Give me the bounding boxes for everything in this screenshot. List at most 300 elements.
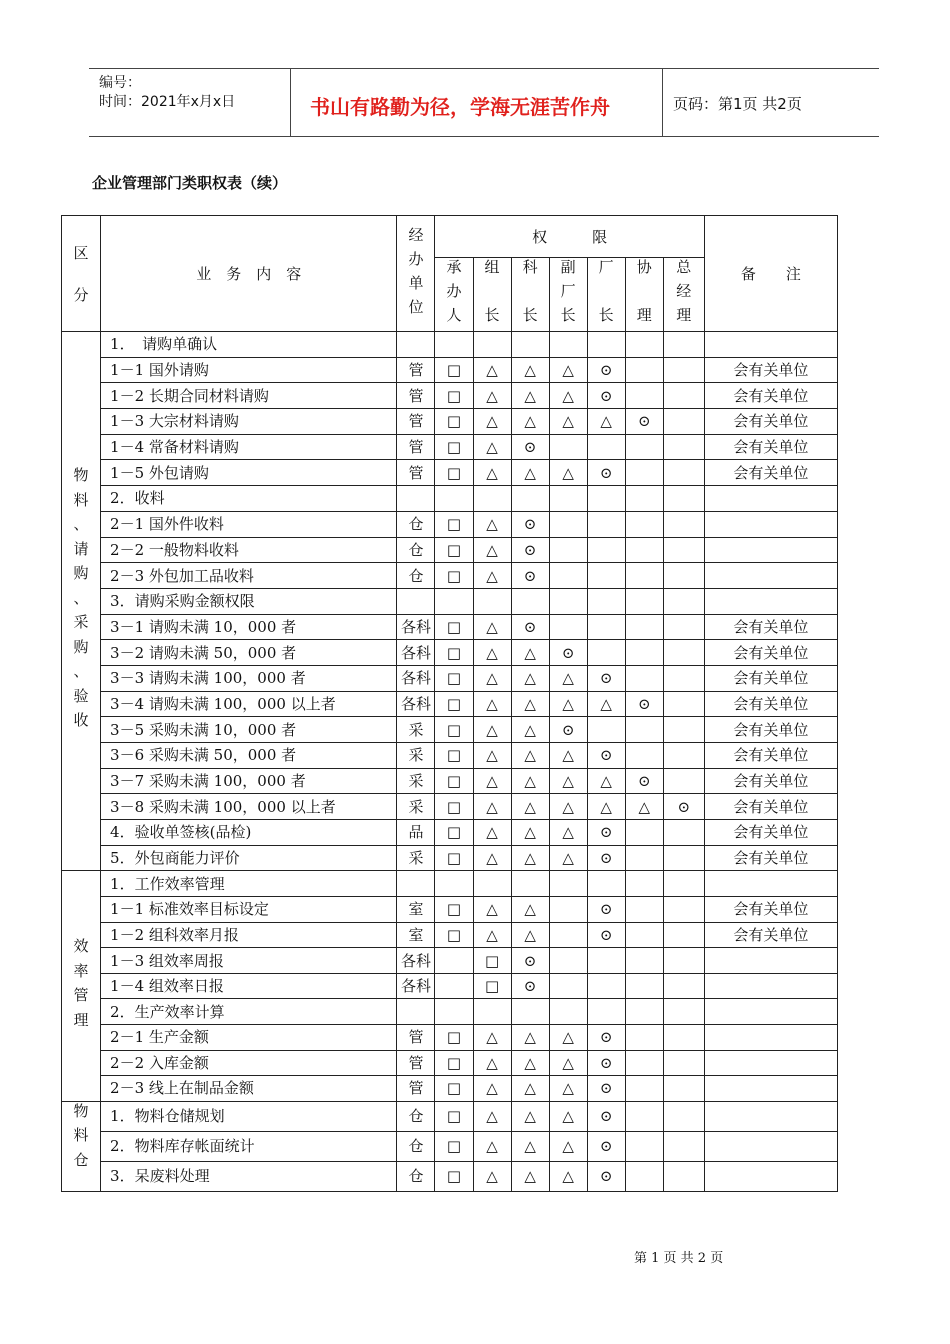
vertical-char: 单: [408, 273, 424, 292]
authority-cell: [587, 640, 625, 666]
authority-cell: ⊙: [587, 845, 625, 871]
authority-cell: △: [473, 614, 511, 640]
authority-cell: [435, 973, 473, 999]
authority-cell: [435, 871, 473, 897]
area-char: 、: [73, 588, 89, 607]
authority-cell: △: [473, 794, 511, 820]
authority-cell: △: [511, 845, 549, 871]
item-cell: 1．物料仓储规划: [101, 1101, 397, 1131]
authority-cell: △: [549, 1076, 587, 1102]
authority-cell: [549, 332, 587, 358]
authority-cell: △: [549, 383, 587, 409]
remark-cell: 会有关单位: [704, 743, 837, 769]
vertical-char: 理: [636, 306, 652, 324]
remark-cell: 会有关单位: [704, 922, 837, 948]
item-cell: 1－1 标准效率目标设定: [101, 897, 397, 923]
authority-cell: ⊙: [549, 717, 587, 743]
remark-cell: 会有关单位: [704, 460, 837, 486]
authority-cell: ⊙: [625, 409, 663, 435]
remark-cell: [704, 1161, 837, 1191]
vertical-char: 位: [408, 297, 424, 316]
authority-cell: [663, 820, 704, 846]
vertical-char: 长: [598, 306, 614, 324]
authority-cell: [663, 563, 704, 589]
unit-cell: 管: [397, 383, 435, 409]
vertical-char: 组: [484, 258, 500, 276]
vertical-char: 长: [560, 306, 576, 324]
area-char: 收: [73, 711, 89, 730]
remark-cell: 会有关单位: [704, 383, 837, 409]
table-row: [62, 640, 838, 666]
authority-cell: [625, 665, 663, 691]
unit-cell: 仓: [397, 1101, 435, 1131]
authority-cell: ⊙: [511, 511, 549, 537]
authority-cell: [663, 357, 704, 383]
header-remark: 备 注: [704, 216, 837, 332]
authority-cell: ⊙: [587, 1076, 625, 1102]
authority-cell: △: [549, 743, 587, 769]
authority-cell: ⊙: [587, 460, 625, 486]
header-area-char: 分: [73, 285, 89, 304]
authority-cell: [549, 537, 587, 563]
unit-cell: [397, 871, 435, 897]
authority-cell: [625, 383, 663, 409]
authority-cell: △: [473, 640, 511, 666]
header-role: [663, 258, 704, 332]
authority-cell: △: [473, 743, 511, 769]
authority-cell: □: [435, 717, 473, 743]
authority-cell: [435, 486, 473, 512]
unit-cell: 采: [397, 768, 435, 794]
unit-cell: 室: [397, 922, 435, 948]
unit-cell: 管: [397, 1076, 435, 1102]
item-cell: 3．请购采购金额权限: [101, 588, 397, 614]
authority-cell: ⊙: [511, 563, 549, 589]
authority-cell: △: [549, 409, 587, 435]
authority-cell: □: [435, 357, 473, 383]
authority-cell: [625, 1076, 663, 1102]
authority-cell: [511, 332, 549, 358]
authority-cell: ⊙: [587, 897, 625, 923]
authority-cell: [625, 486, 663, 512]
authority-cell: □: [473, 948, 511, 974]
authority-cell: [625, 1101, 663, 1131]
unit-cell: 室: [397, 897, 435, 923]
authority-cell: △: [549, 665, 587, 691]
authority-cell: △: [473, 1131, 511, 1161]
authority-cell: [549, 563, 587, 589]
motto: 书山有路勤为径，学海无涯苦作舟: [310, 95, 610, 119]
area-char: 验: [73, 686, 89, 705]
authority-cell: □: [435, 563, 473, 589]
remark-cell: [704, 563, 837, 589]
remark-cell: [704, 332, 837, 358]
remark-cell: [704, 1025, 837, 1051]
area-char: 、: [73, 662, 89, 681]
authority-cell: ⊙: [625, 768, 663, 794]
authority-cell: △: [473, 1025, 511, 1051]
authority-cell: △: [511, 460, 549, 486]
authority-cell: [663, 1076, 704, 1102]
vertical-char: 协: [636, 258, 652, 276]
authority-cell: [625, 357, 663, 383]
unit-cell: 各科: [397, 614, 435, 640]
authority-cell: [625, 537, 663, 563]
table-row: [62, 999, 838, 1025]
page-footer: 第 1 页 共 2 页: [634, 1251, 724, 1266]
unit-cell: 采: [397, 717, 435, 743]
authority-table: [61, 215, 838, 1192]
unit-cell: 各科: [397, 948, 435, 974]
authority-cell: [587, 614, 625, 640]
vertical-char: 人: [446, 306, 462, 324]
authority-cell: △: [511, 665, 549, 691]
authority-cell: [625, 948, 663, 974]
authority-cell: [435, 332, 473, 358]
unit-cell: 管: [397, 1050, 435, 1076]
authority-cell: △: [511, 1050, 549, 1076]
vertical-char: 经: [408, 225, 424, 244]
table-row: [62, 357, 838, 383]
table-row: [62, 665, 838, 691]
authority-cell: [625, 588, 663, 614]
vertical-char: 办: [446, 282, 462, 300]
authority-cell: [625, 897, 663, 923]
authority-cell: △: [549, 820, 587, 846]
unit-cell: 仓: [397, 537, 435, 563]
remark-cell: 会有关单位: [704, 640, 837, 666]
remark-cell: 会有关单位: [704, 820, 837, 846]
unit-cell: 各科: [397, 640, 435, 666]
authority-cell: △: [473, 665, 511, 691]
remark-cell: [704, 871, 837, 897]
authority-cell: △: [549, 845, 587, 871]
authority-cell: [663, 743, 704, 769]
code-label: 编号：: [99, 75, 141, 91]
remark-cell: 会有关单位: [704, 794, 837, 820]
table-row: [62, 614, 838, 640]
authority-cell: [663, 511, 704, 537]
remark-cell: [704, 999, 837, 1025]
item-cell: 3．呆废料处理: [101, 1161, 397, 1191]
remark-cell: [704, 973, 837, 999]
authority-cell: □: [435, 845, 473, 871]
authority-cell: □: [435, 897, 473, 923]
authority-cell: □: [435, 794, 473, 820]
authority-cell: △: [625, 794, 663, 820]
item-cell: 1－4 组效率日报: [101, 973, 397, 999]
authority-cell: △: [587, 691, 625, 717]
remark-cell: [704, 588, 837, 614]
authority-cell: [663, 1025, 704, 1051]
authority-cell: [663, 897, 704, 923]
authority-cell: [587, 563, 625, 589]
authority-cell: △: [473, 511, 511, 537]
authority-cell: △: [511, 1025, 549, 1051]
authority-cell: [435, 999, 473, 1025]
table-row: [62, 1161, 838, 1191]
table-row: [62, 409, 838, 435]
table-row: [62, 794, 838, 820]
table-row: [62, 820, 838, 846]
item-cell: 3－8 采购未满 100，000 以上者: [101, 794, 397, 820]
authority-cell: [663, 588, 704, 614]
table-row: [62, 691, 838, 717]
table-row: [62, 1025, 838, 1051]
table-row: [62, 537, 838, 563]
authority-cell: [587, 486, 625, 512]
authority-cell: ⊙: [587, 1131, 625, 1161]
authority-cell: [625, 640, 663, 666]
authority-cell: ⊙: [587, 665, 625, 691]
table-row: [62, 1076, 838, 1102]
authority-cell: ⊙: [511, 973, 549, 999]
vertical-char: 经: [676, 282, 692, 300]
authority-cell: □: [435, 640, 473, 666]
authority-cell: △: [511, 640, 549, 666]
authority-cell: [587, 434, 625, 460]
authority-cell: [625, 434, 663, 460]
authority-cell: [625, 511, 663, 537]
header-area-char: 区: [73, 243, 89, 262]
header-divider: [662, 69, 663, 136]
authority-cell: [663, 460, 704, 486]
unit-cell: 仓: [397, 1131, 435, 1161]
authority-cell: □: [435, 383, 473, 409]
table-row: [62, 1101, 838, 1131]
authority-cell: [663, 409, 704, 435]
authority-cell: △: [549, 357, 587, 383]
authority-cell: ⊙: [511, 614, 549, 640]
vertical-char: 厂: [598, 258, 614, 276]
authority-cell: △: [473, 434, 511, 460]
authority-cell: △: [511, 922, 549, 948]
authority-cell: [587, 537, 625, 563]
header-role: [625, 258, 663, 332]
authority-cell: △: [549, 768, 587, 794]
item-cell: 2．生产效率计算: [101, 999, 397, 1025]
unit-cell: 仓: [397, 511, 435, 537]
authority-cell: △: [511, 743, 549, 769]
authority-cell: □: [435, 537, 473, 563]
authority-cell: □: [435, 1101, 473, 1131]
table-row: [62, 1131, 838, 1161]
item-cell: 1－5 外包请购: [101, 460, 397, 486]
authority-cell: ⊙: [587, 357, 625, 383]
vertical-char: 办: [408, 249, 424, 268]
authority-cell: [549, 897, 587, 923]
item-cell: 2－2 一般物料收料: [101, 537, 397, 563]
authority-cell: △: [473, 357, 511, 383]
authority-cell: [663, 1101, 704, 1131]
authority-cell: □: [435, 1076, 473, 1102]
authority-cell: □: [435, 665, 473, 691]
table-row: [62, 871, 838, 897]
unit-cell: 仓: [397, 563, 435, 589]
authority-cell: △: [473, 897, 511, 923]
item-cell: 3－7 采购未满 100，000 者: [101, 768, 397, 794]
authority-cell: [663, 383, 704, 409]
area-cell: [62, 871, 101, 1101]
authority-cell: △: [511, 383, 549, 409]
header-role: [435, 258, 473, 332]
table-row: [62, 717, 838, 743]
remark-cell: [704, 948, 837, 974]
authority-cell: △: [473, 537, 511, 563]
area-char: 、: [73, 515, 89, 534]
authority-cell: [625, 563, 663, 589]
table-row: [62, 768, 838, 794]
header-content: 业 务 内 容: [101, 216, 397, 332]
item-cell: 1－2 组科效率月报: [101, 922, 397, 948]
table-row: [62, 897, 838, 923]
authority-cell: ⊙: [511, 948, 549, 974]
authority-cell: [587, 871, 625, 897]
vertical-char: 副: [560, 258, 576, 276]
item-cell: 3－6 采购未满 50，000 者: [101, 743, 397, 769]
authority-cell: [435, 948, 473, 974]
authority-cell: [663, 691, 704, 717]
authority-cell: [549, 434, 587, 460]
authority-cell: □: [435, 768, 473, 794]
authority-cell: [625, 614, 663, 640]
authority-cell: [511, 486, 549, 512]
table-row: [62, 511, 838, 537]
item-cell: 2．物料库存帐面统计: [101, 1131, 397, 1161]
table-row: [62, 563, 838, 589]
authority-cell: □: [435, 743, 473, 769]
item-cell: 3－2 请购未满 50，000 者: [101, 640, 397, 666]
authority-cell: [587, 948, 625, 974]
item-cell: 3－5 采购未满 10，000 者: [101, 717, 397, 743]
authority-cell: [511, 588, 549, 614]
authority-cell: [549, 871, 587, 897]
authority-cell: [663, 640, 704, 666]
authority-cell: [663, 1050, 704, 1076]
authority-cell: [511, 999, 549, 1025]
authority-cell: [549, 999, 587, 1025]
area-char: 料: [73, 490, 89, 509]
authority-cell: △: [473, 563, 511, 589]
item-cell: 4．验收单签核(品检): [101, 820, 397, 846]
header-role: [511, 258, 549, 332]
item-cell: 1－1 国外请购: [101, 357, 397, 383]
unit-cell: 管: [397, 460, 435, 486]
authority-cell: △: [473, 820, 511, 846]
vertical-char: 科: [522, 258, 538, 276]
authority-cell: [473, 871, 511, 897]
authority-cell: [625, 999, 663, 1025]
authority-cell: [587, 332, 625, 358]
authority-cell: △: [473, 1050, 511, 1076]
authority-cell: △: [473, 768, 511, 794]
authority-cell: [549, 486, 587, 512]
vertical-char: 长: [484, 306, 500, 324]
item-cell: 2－2 入库金额: [101, 1050, 397, 1076]
authority-cell: [587, 588, 625, 614]
remark-cell: 会有关单位: [704, 357, 837, 383]
vertical-char: [474, 282, 511, 306]
remark-cell: 会有关单位: [704, 897, 837, 923]
unit-cell: 采: [397, 794, 435, 820]
authority-cell: ⊙: [587, 1161, 625, 1191]
authority-cell: △: [549, 1101, 587, 1131]
authority-cell: △: [473, 717, 511, 743]
item-cell: 1－3 组效率周报: [101, 948, 397, 974]
authority-cell: □: [435, 1025, 473, 1051]
unit-cell: 采: [397, 845, 435, 871]
authority-cell: [625, 1050, 663, 1076]
authority-cell: ⊙: [587, 922, 625, 948]
authority-cell: [511, 871, 549, 897]
authority-cell: [625, 1131, 663, 1161]
area-char: 购: [73, 564, 89, 583]
header-role: [587, 258, 625, 332]
remark-cell: 会有关单位: [704, 614, 837, 640]
authority-cell: ⊙: [549, 640, 587, 666]
item-cell: 1． 请购单确认: [101, 332, 397, 358]
unit-cell: 各科: [397, 665, 435, 691]
authority-cell: ⊙: [587, 1101, 625, 1131]
page-info: 页码：第1页 共2页: [673, 95, 802, 113]
unit-cell: 采: [397, 743, 435, 769]
area-char: 采: [73, 613, 89, 632]
unit-cell: [397, 588, 435, 614]
authority-cell: [549, 973, 587, 999]
header-divider: [290, 69, 291, 136]
authority-cell: [549, 922, 587, 948]
table-row: [62, 973, 838, 999]
authority-cell: [473, 332, 511, 358]
authority-cell: △: [549, 460, 587, 486]
remark-cell: 会有关单位: [704, 845, 837, 871]
vertical-char: [626, 282, 663, 306]
item-cell: 3－1 请购未满 10，000 者: [101, 614, 397, 640]
unit-cell: 管: [397, 1025, 435, 1051]
header-role: [473, 258, 511, 332]
unit-cell: [397, 332, 435, 358]
item-cell: 1－3 大宗材料请购: [101, 409, 397, 435]
authority-cell: ⊙: [587, 743, 625, 769]
item-cell: 2－1 生产金额: [101, 1025, 397, 1051]
item-cell: 2．收料: [101, 486, 397, 512]
remark-cell: [704, 537, 837, 563]
remark-cell: 会有关单位: [704, 691, 837, 717]
unit-cell: 管: [397, 357, 435, 383]
vertical-char: 厂: [560, 282, 576, 300]
remark-cell: [704, 486, 837, 512]
authority-cell: [663, 332, 704, 358]
authority-cell: [663, 665, 704, 691]
item-cell: 3－4 请购未满 100，000 以上者: [101, 691, 397, 717]
authority-cell: □: [435, 691, 473, 717]
authority-cell: [663, 948, 704, 974]
authority-cell: △: [511, 1101, 549, 1131]
item-cell: 1－2 长期合同材料请购: [101, 383, 397, 409]
authority-cell: △: [587, 794, 625, 820]
table-row: [62, 486, 838, 512]
authority-cell: [625, 973, 663, 999]
authority-cell: □: [435, 409, 473, 435]
authority-cell: [663, 845, 704, 871]
table-row: [62, 948, 838, 974]
authority-cell: △: [473, 383, 511, 409]
table-row: [62, 588, 838, 614]
header-role: [549, 258, 587, 332]
authority-cell: △: [473, 1101, 511, 1131]
item-cell: 2－3 线上在制品金额: [101, 1076, 397, 1102]
authority-cell: [549, 614, 587, 640]
